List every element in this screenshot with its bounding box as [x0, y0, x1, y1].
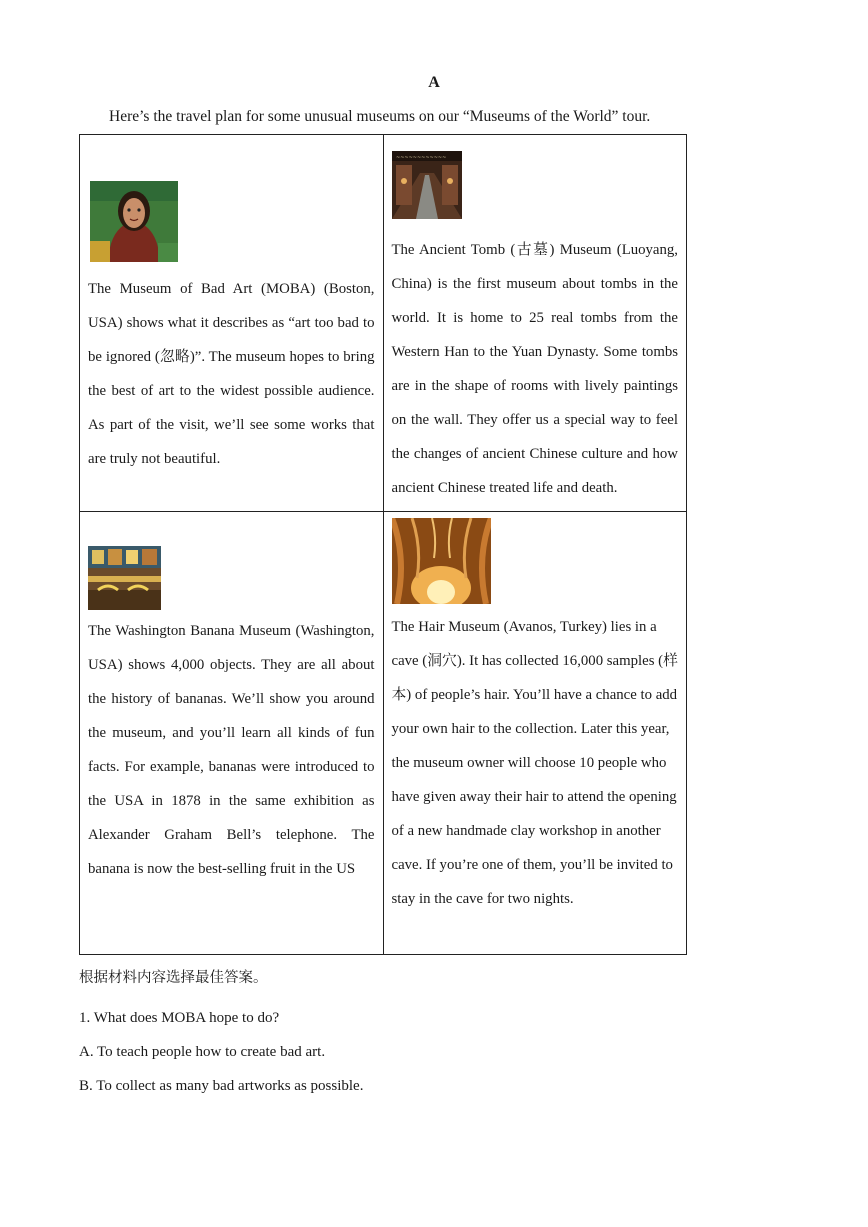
section-heading: A — [428, 74, 440, 91]
ancient-tomb-image — [392, 151, 462, 219]
banana-museum-image — [88, 546, 161, 610]
intro-paragraph: Here’s the travel plan for some unusual museums on our “Museums of the World” tour. — [109, 108, 651, 125]
museum-cell-banana — [80, 512, 384, 955]
banana-museum-description: The Washington Banana Museum (Washington, USA) shows 4,000 objects. They are all about the history of bananas. We’ll show you around the museum, and you’ll learn all kinds of fun facts. For example, bananas were introduced to the USA in 1878 in the same exhibition as Alexander Graham Bell’s telephone. The banana is now the best-selling fruit in the US — [88, 623, 375, 877]
museum-cell-hair — [383, 512, 687, 955]
question-stem: 1. What does MOBA hope to do? — [79, 1010, 280, 1026]
moba-description: The Museum of Bad Art (MOBA) (Boston, USA) shows what it describes as “art too bad to be ignored (忽略)”. The museum hopes to bring the best of art to the widest possible audience. As part of the visit, we’ll see some works that are truly not beautiful. — [88, 281, 375, 467]
museum-cell-moba — [80, 135, 384, 512]
hair-museum-description: The Hair Museum (Avanos, Turkey) lies in a cave (洞穴). It has collected 16,000 samples (样本) of people’s hair. You’ll have a chance to add your own hair to the collection. Later this year, the museum owner will choose 10 people who have given away their hair to attend the opening of a new handmade clay workshop in another cave. If you’re one of them, you’ll be invited to stay in the cave for two nights. — [391, 619, 678, 907]
question-option-a[interactable]: A. To teach people how to create bad art. — [79, 1044, 326, 1060]
museum-table — [79, 134, 687, 955]
instruction-text: 根据材料内容选择最佳答案。 — [79, 970, 268, 986]
ancient-tomb-description: The Ancient Tomb (古墓) Museum (Luoyang, China) is the first museum about tombs in the world. It is home to 25 real tombs from the Western Han to the Yuan Dynasty. Some tombs are in the shape of rooms with lively paintings on the wall. They offer us a special way to feel the changes of ancient Chinese culture and how ancient Chinese treated life and death. — [391, 242, 678, 496]
hair-museum-image — [392, 518, 491, 604]
svg-text:~~~~~~~~~~~~: ~~~~~~~~~~~~ — [395, 155, 446, 161]
museum-cell-ancient-tomb — [383, 135, 687, 512]
moba-painting-image — [90, 181, 178, 262]
question-option-b[interactable]: B. To collect as many bad artworks as possible. — [79, 1078, 364, 1094]
